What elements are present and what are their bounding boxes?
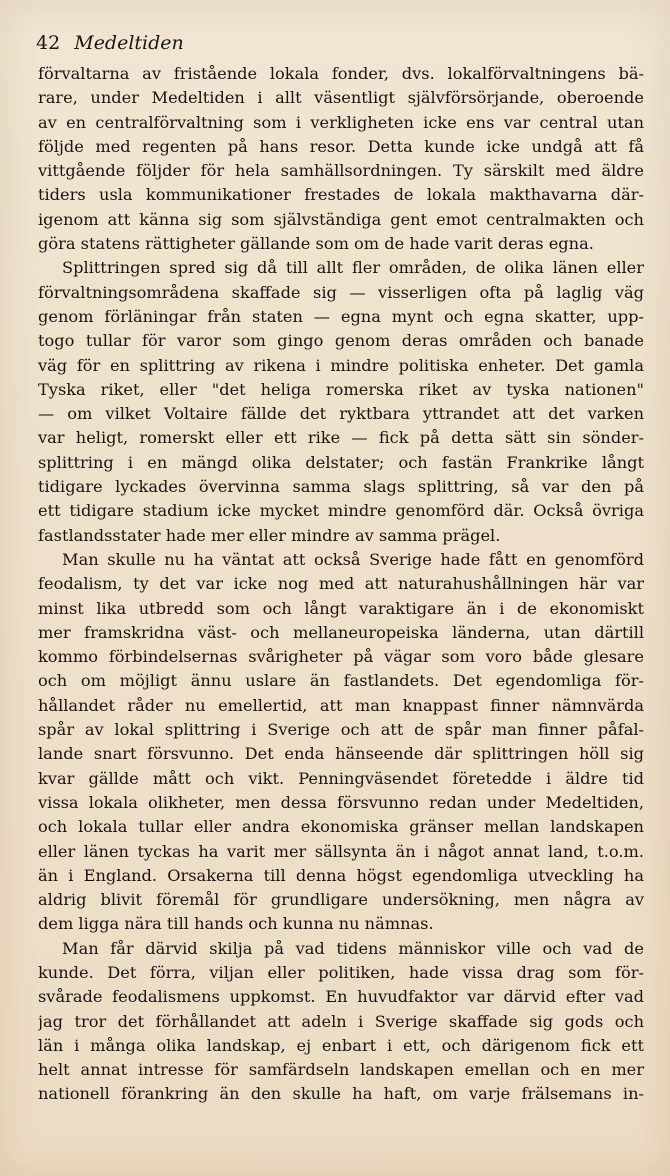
text-line: kunde. Det förra, viljan eller politiken, hade vissa drag som för- [38,962,644,982]
text-line: hållandet råder nu emellertid, att man knappast finner nämnvärda [38,695,644,715]
text-line: helt annat intresse för samfärdseln landskapen emellan och en mer [38,1060,644,1080]
text-line: Man får därvid skilja på vad tidens människor ville och vad de [62,938,644,958]
text-line: nationell förankring än den skulle ha haft, om varje frälsemans in- [38,1084,644,1104]
text-line: splittring i en mängd olika delstater; och fastän Frankrike långt [38,452,644,472]
text-line: tidigare lyckades övervinna samma slags splittring, så var den på [38,477,644,497]
text-line: igenom att känna sig som självständiga gent emot centralmakten och [38,209,644,229]
text-line: jag tror det förhållandet att adeln i Sverige skaffade sig gods och [38,1011,644,1031]
text-line: Splittringen spred sig då till allt fler områden, de olika länen eller [62,258,644,278]
page-header [36,32,184,54]
text-line: fastlandsstater hade mer eller mindre av samma prägel. [38,525,501,545]
text-line: vittgående följder för hela samhällsordningen. Ty särskilt med äldre [38,161,644,181]
text-line: lande snart försvunno. Det enda hänseende där splittringen höll sig [38,744,644,764]
text-line: kvar gällde mått och vikt. Penningväsendet företedde i äldre tid [38,768,644,788]
text-line: genom förläningar från staten — egna mynt och egna skatter, upp- [38,306,644,326]
text-line: Man skulle nu ha väntat att också Sverige hade fått en genomförd [62,549,644,569]
text-line: rare, under Medeltiden i allt väsentligt självförsörjande, oberoende [38,88,644,108]
text-line: göra statens rättigheter gällande som om de hade varit deras egna. [38,234,594,254]
text-line: vissa lokala olikheter, men dessa försvunno redan under Medeltiden, [38,792,644,812]
text-line: och lokala tullar eller andra ekonomiska gränser mellan landskapen [38,817,644,837]
text-line: feodalism, ty det var icke nog med att naturahushållningen här var [38,574,644,594]
text-line: eller länen tyckas ha varit mer sällsynta än i något annat land, t.o.m. [38,841,644,861]
text-line: svårade feodalismens uppkomst. En huvudfaktor var därvid efter vad [38,987,644,1007]
text-line: var heligt, romerskt eller ett rike — fick på detta sätt sin sönder- [38,428,644,448]
body-text [38,62,644,1107]
text-line: än i England. Orsakerna till denna högst egendomliga utveckling ha [38,865,644,885]
text-line: förvaltningsområdena skaffade sig — visserligen ofta på laglig väg [38,282,644,302]
text-line: Tyska riket, eller "det heliga romerska riket av tyska nationen" [38,379,644,399]
text-line: tiders usla kommunikationer frestades de lokala makthavarna där- [38,185,644,205]
text-line: län i många olika landskap, ej enbart i ett, och därigenom fick ett [38,1035,644,1055]
text-line: och om möjligt ännu uslare än fastlandets. Det egendomliga för- [38,671,644,691]
running-title: Medeltiden [74,32,184,54]
text-line: ett tidigare stadium icke mycket mindre genomförd där. Också övriga [38,501,644,521]
text-line: kommo förbindelsernas svårigheter på vägar som voro både glesare [38,647,644,667]
text-line: väg för en splittring av rikena i mindre politiska enheter. Det gamla [38,355,644,375]
text-line: aldrig blivit föremål för grundligare undersökning, men några av [38,890,644,910]
text-line: spår av lokal splittring i Sverige och att de spår man finner påfal- [38,720,644,740]
text-line: dem ligga nära till hands och kunna nu nämnas. [38,914,434,934]
text-line: togo tullar för varor som gingo genom deras områden och banade [38,331,644,351]
text-line: följde med regenten på hans resor. Detta kunde icke undgå att få [38,136,644,156]
page-number: 42 [36,32,61,54]
text-line: minst lika utbredd som och långt varaktigare än i de ekonomiskt [38,598,644,618]
text-line: mer framskridna väst- och mellaneuropeiska länderna, utan därtill [38,622,644,642]
text-line: av en centralförvaltning som i verkligheten icke ens var central utan [38,112,644,132]
text-line: — om vilket Voltaire fällde det ryktbara yttrandet att det varken [38,404,644,424]
text-line: förvaltarna av fristående lokala fonder, dvs. lokalförvaltningens bä- [38,64,644,83]
